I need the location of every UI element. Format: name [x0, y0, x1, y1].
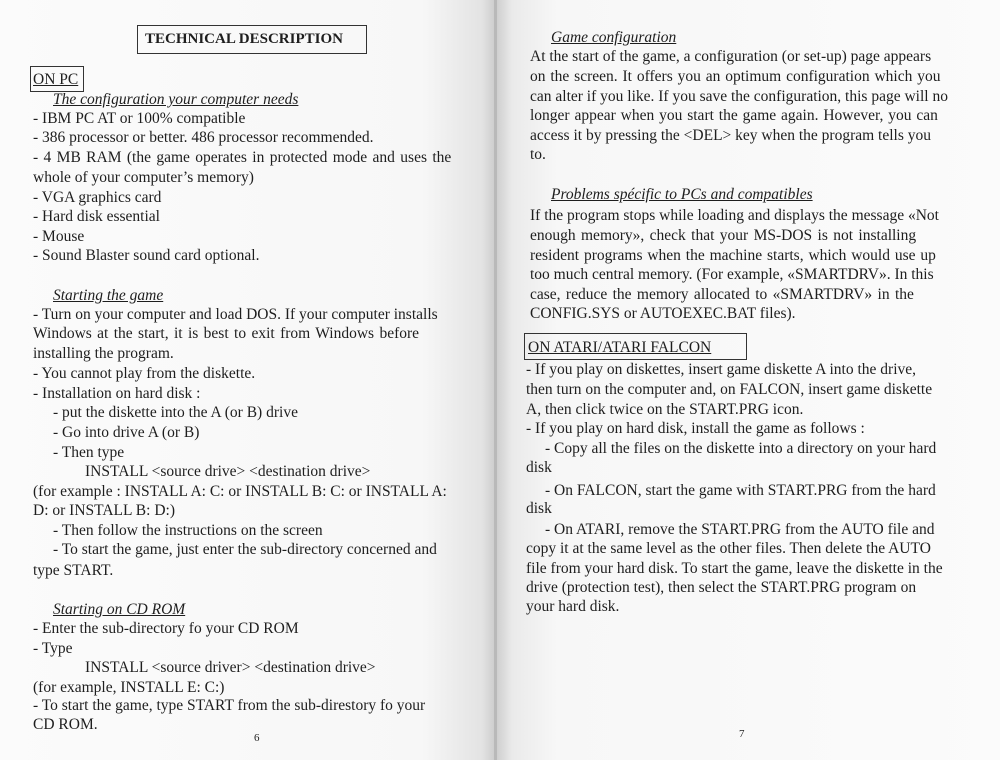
right-page — [497, 0, 1000, 760]
install-command: INSTALL <source drive> <destination drive> — [85, 463, 371, 480]
page-heading: TECHNICAL DESCRIPTION — [145, 31, 343, 47]
atari-line: file from your hard disk. To start the game, leave the diskette in the — [526, 560, 943, 577]
atari-line: - On ATARI, remove the START.PRG from the AUTO file and — [545, 521, 935, 538]
starting-line: - put the diskette into the A (or B) drive — [53, 404, 298, 421]
cdrom-line: - Enter the sub-directory fo your CD ROM — [33, 620, 299, 637]
starting-line: (for example : INSTALL A: C: or INSTALL B: C: or INSTALL A: — [33, 483, 447, 500]
section-pc-title: ON PC — [33, 71, 79, 88]
starting-line: - Then follow the instructions on the screen — [53, 522, 323, 539]
section-atari-title: ON ATARI/ATARI FALCON — [528, 339, 712, 356]
config-subtitle: The configuration your computer needs — [53, 91, 299, 108]
config-line: - Hard disk essential — [33, 208, 160, 225]
atari-line: - If you play on hard disk, install the game as follows : — [526, 420, 865, 437]
cdrom-subtitle: Starting on CD ROM — [53, 601, 186, 618]
config-line: - 386 processor or better. 486 processor recommended. — [33, 129, 374, 146]
problems-line: If the program stops while loading and displays the message «Not — [530, 207, 939, 224]
left-page — [0, 0, 497, 760]
atari-line: copy it at the same level as the other files. Then delete the AUTO — [526, 540, 931, 557]
starting-line: - Installation on hard disk : — [33, 385, 201, 402]
atari-line: then turn on the computer and, on FALCON, insert game diskette — [526, 381, 933, 398]
atari-line: disk — [526, 500, 552, 517]
game-config-line: can alter if you like. If you save the configuration, this page will no — [530, 88, 948, 105]
problems-line: resident programs when the machine starts, which would use up — [530, 247, 936, 264]
cdrom-line: - Type — [33, 640, 73, 657]
problems-line: too much central memory. (For example, «SMARTDRV». In this — [530, 266, 934, 283]
config-line: - Sound Blaster sound card optional. — [33, 247, 260, 264]
atari-line: A, then click twice on the START.PRG icon. — [526, 401, 804, 418]
game-config-line: on the screen. It offers you an optimum configuration which you — [530, 68, 941, 85]
starting-line: - Go into drive A (or B) — [53, 424, 200, 441]
game-config-line: At the start of the game, a configuration (or set-up) page appears — [530, 48, 932, 65]
config-line: - 4 MB RAM (the game operates in protected mode and uses the — [33, 149, 452, 166]
cdrom-line: (for example, INSTALL E: C:) — [33, 679, 225, 696]
problems-line: CONFIG.SYS or AUTOEXEC.BAT files). — [530, 305, 796, 322]
page-number: 6 — [254, 732, 260, 744]
starting-line: - Then type — [53, 444, 125, 461]
game-config-line: to. — [530, 146, 546, 163]
config-line: whole of your computer’s memory) — [33, 169, 254, 186]
config-line: - IBM PC AT or 100% compatible — [33, 110, 246, 127]
game-config-line: longer appear when you start the game again. However, you can — [530, 107, 938, 124]
problems-line: enough memory», check that your MS-DOS is not installing — [530, 227, 917, 244]
atari-line: your hard disk. — [526, 598, 620, 615]
config-line: - VGA graphics card — [33, 189, 162, 206]
atari-line: drive (protection test), then select the START.PRG program on — [526, 579, 917, 596]
atari-line: - On FALCON, start the game with START.PRG from the hard — [545, 482, 936, 499]
atari-line: disk — [526, 459, 552, 476]
starting-line: D: or INSTALL B: D:) — [33, 502, 175, 519]
game-config-line: access it by pressing the <DEL> key when the program tells you — [530, 127, 932, 144]
config-line: - Mouse — [33, 228, 85, 245]
cdrom-line: CD ROM. — [33, 716, 98, 733]
starting-line: installing the program. — [33, 345, 174, 362]
page-number: 7 — [739, 728, 745, 740]
atari-line: - Copy all the files on the diskette into a directory on your hard — [545, 440, 937, 457]
install-command: INSTALL <source driver> <destination drive> — [85, 659, 376, 676]
game-config-subtitle: Game configuration — [551, 29, 677, 46]
atari-line: - If you play on diskettes, insert game diskette A into the drive, — [526, 361, 917, 378]
starting-line: - Turn on your computer and load DOS. If your computer installs — [33, 306, 438, 323]
starting-line: Windows at the start, it is best to exit from Windows before — [33, 325, 420, 342]
starting-line: - To start the game, just enter the sub-directory concerned and — [53, 541, 437, 558]
problems-subtitle: Problems spécific to PCs and compatibles — [551, 186, 813, 203]
starting-line: type START. — [33, 562, 114, 579]
problems-line: case, reduce the memory allocated to «SMARTDRV» in the — [530, 286, 914, 303]
starting-subtitle: Starting the game — [53, 287, 164, 304]
starting-line: - You cannot play from the diskette. — [33, 365, 256, 382]
cdrom-line: - To start the game, type START from the sub-direstory fo your — [33, 697, 426, 714]
